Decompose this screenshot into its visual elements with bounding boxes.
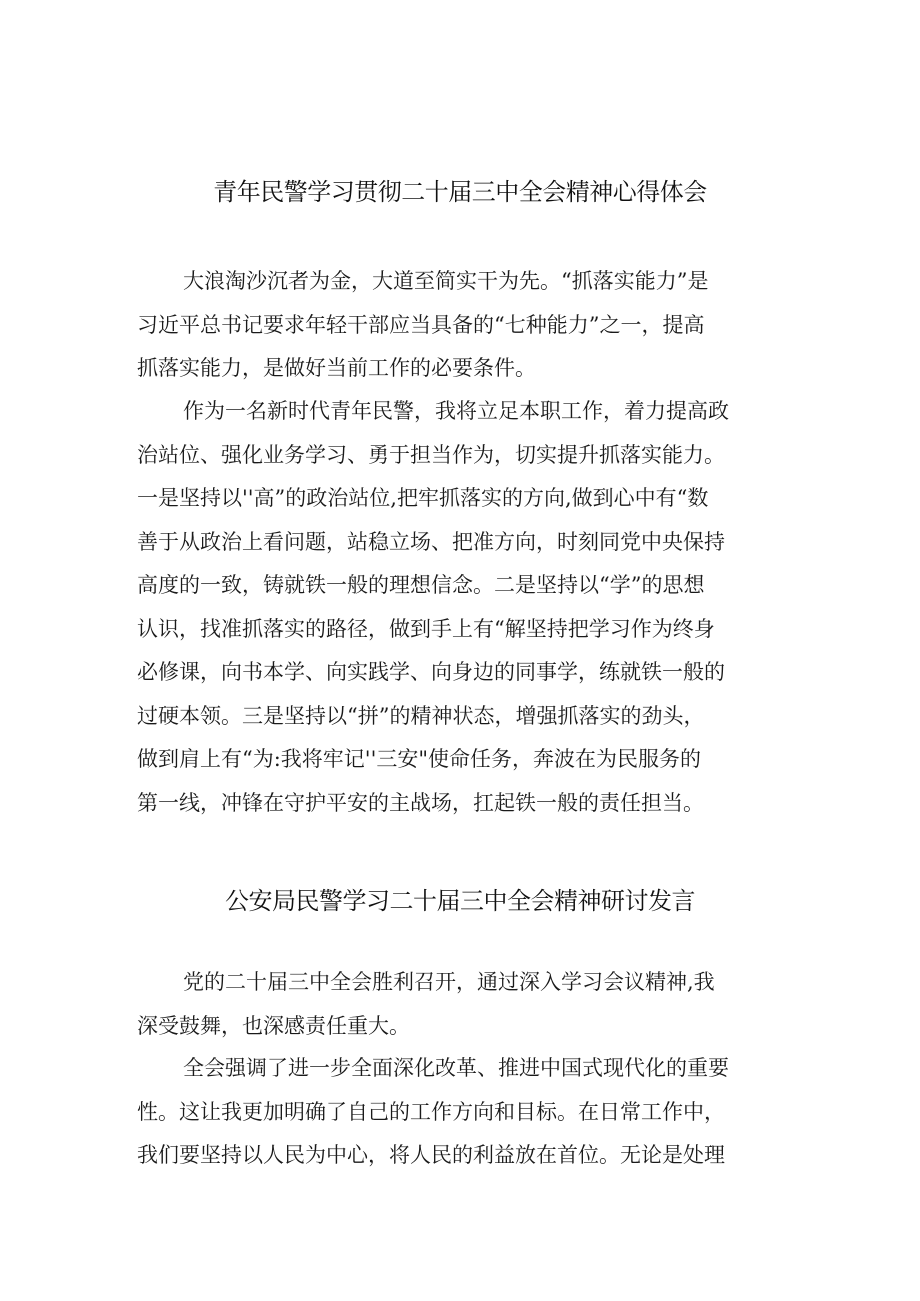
paragraph-line: 一是坚持以''高”的政治站位,把牢抓落实的方向,做到心中有“数 [137, 486, 709, 510]
section2-paragraph-2 [137, 1047, 797, 1178]
paragraph-line: 性。这让我更加明确了自己的工作方向和目标。在日常工作中， [137, 1099, 725, 1124]
paragraph-line: 大浪淘沙沉者为金，大道至简实干为先。“抓落实能力”是 [183, 269, 709, 293]
paragraph-line: 治站位、强化业务学习、勇于担当作为，切实提升抓落实能力。 [137, 442, 725, 467]
paragraph-line: 必修课，向书本学、向实践学、向身边的同事学，练就铁一般的 [137, 660, 725, 684]
paragraph-line: 高度的一致，铸就铁一般的理想信念。二是坚持以“学”的思想 [137, 573, 705, 597]
section1-paragraph-1 [137, 260, 797, 391]
paragraph-line: 我们要坚持以人民为中心，将人民的利益放在首位。无论是处理 [137, 1143, 725, 1167]
paragraph-line: 作为一名新时代青年民警，我将立足本职工作，着力提高政 [183, 399, 729, 423]
section2-paragraph-1 [137, 961, 797, 1048]
paragraph-line: 善于从政治上看问题，站稳立场、把准方向，时刻同党中央保持 [137, 529, 725, 554]
paragraph-line: 第一线，冲锋在守护平安的主战场，扛起铁一般的责任担当。 [137, 790, 704, 815]
section1-paragraph-2 [137, 390, 797, 825]
paragraph-line: 习近平总书记要求年轻干部应当具备的“七种能力”之一，提高 [137, 312, 705, 337]
section2-title: 公安局民警学习二十届三中全会精神研讨发言 [225, 887, 695, 915]
paragraph-line: 深受鼓舞，也深感责任重大。 [137, 1013, 410, 1038]
paragraph-line: 过硬本领。三是坚持以“拼”的精神状态，增强抓落实的劲头， [137, 703, 705, 728]
section1-title: 青年民警学习贯彻二十届三中全会精神心得体会 [213, 178, 707, 206]
paragraph-line: 做到肩上有“为:我将牢记''三安"使命任务，奔波在为民服务的 [137, 747, 702, 771]
paragraph-line: 认识，找准抓落实的路径，做到手上有“解坚持把学习作为终身 [137, 616, 715, 641]
paragraph-line: 全会强调了进一步全面深化改革、推进中国式现代化的重要 [183, 1056, 729, 1080]
paragraph-line: 抓落实能力，是做好当前工作的必要条件。 [137, 356, 536, 380]
paragraph-line: 党的二十届三中全会胜利召开，通过深入学习会议精神,我 [183, 970, 715, 994]
